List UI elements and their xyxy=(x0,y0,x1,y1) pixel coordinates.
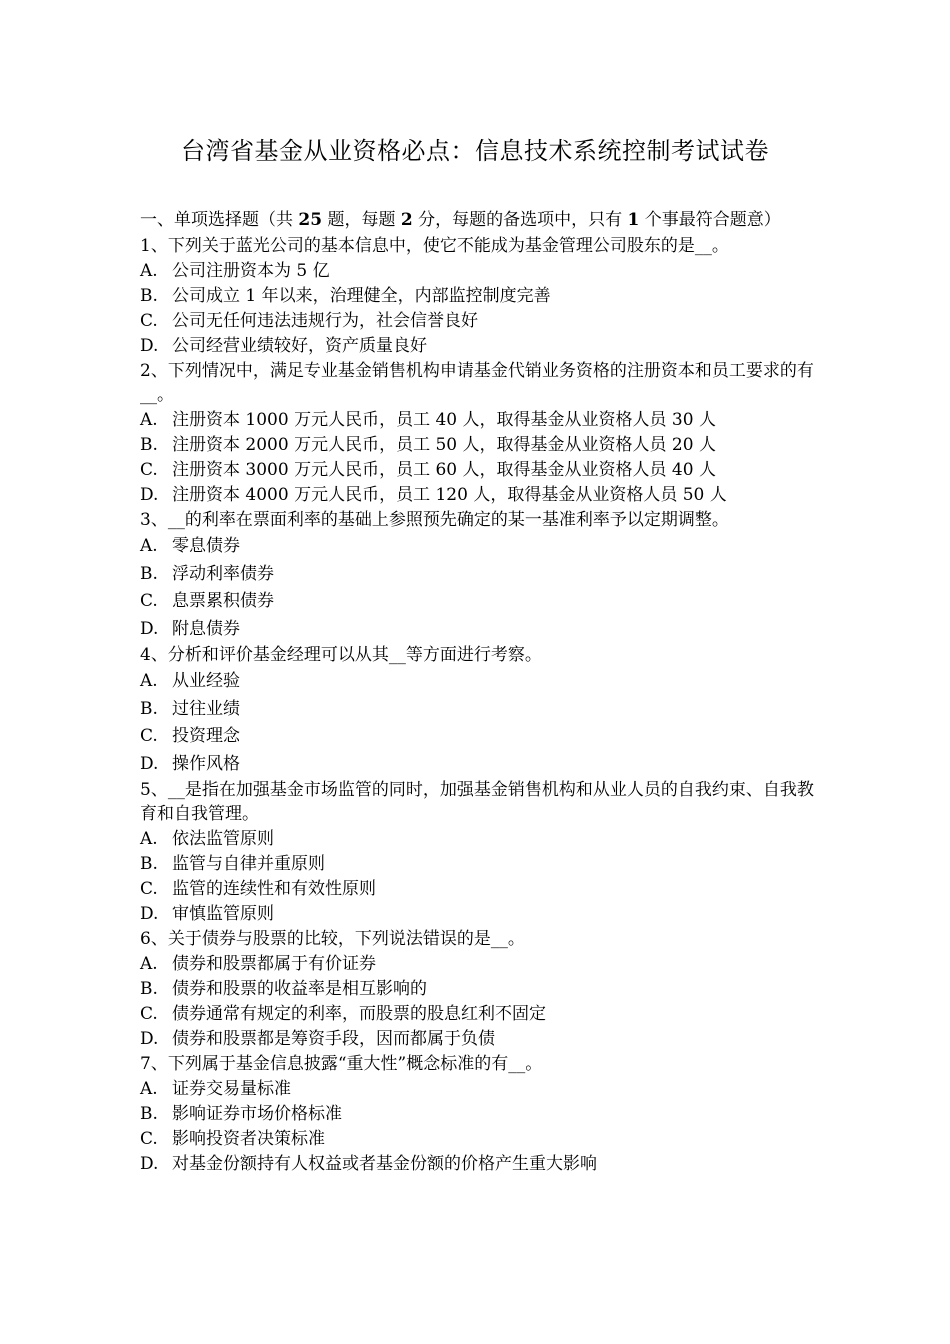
option-text: 证券交易量标准 xyxy=(172,1079,291,1099)
document-body xyxy=(140,208,820,1177)
option-text: 公司注册资本为 5 亿 xyxy=(172,261,330,281)
section-heading-prefix: 一、单项选择题（共 xyxy=(140,210,299,230)
option-b xyxy=(140,696,820,722)
section-heading-mid1: 题，每题 xyxy=(322,210,401,230)
option-a xyxy=(140,827,820,851)
option-letter: A. xyxy=(140,536,158,556)
option-d xyxy=(140,751,820,777)
question-7 xyxy=(140,1052,820,1176)
option-c xyxy=(140,723,820,749)
option-text: 零息债券 xyxy=(172,536,240,556)
option-letter: B. xyxy=(140,563,158,584)
option-d xyxy=(140,334,820,358)
option-letter: A. xyxy=(140,410,158,430)
correct-count: 1 xyxy=(627,210,640,230)
section-heading-suffix: 个事最符合题意） xyxy=(639,210,781,230)
option-text: 债券和股票的收益率是相互影响的 xyxy=(172,979,427,999)
option-text: 从业经验 xyxy=(172,671,240,691)
option-text: 债券通常有规定的利率，而股票的股息红利不固定 xyxy=(172,1004,546,1024)
option-c xyxy=(140,1127,820,1151)
option-letter: A. xyxy=(140,261,158,281)
option-text: 浮动利率债券 xyxy=(172,563,274,584)
option-text: 影响投资者决策标准 xyxy=(172,1129,325,1149)
question-count: 25 xyxy=(298,210,323,230)
option-text: 过往业绩 xyxy=(172,698,240,719)
option-letter: C. xyxy=(140,311,158,331)
option-letter: B. xyxy=(140,979,158,999)
option-b xyxy=(140,852,820,876)
option-c xyxy=(140,1002,820,1026)
option-letter: D. xyxy=(140,336,159,356)
option-text: 公司经营业绩较好，资产质量良好 xyxy=(172,336,427,356)
option-letter: A. xyxy=(140,829,158,849)
option-letter: A. xyxy=(140,954,158,974)
option-letter: C. xyxy=(140,1129,158,1149)
document-title: 台湾省基金从业资格必点：信息技术系统控制考试试卷 xyxy=(181,137,769,165)
option-text: 债券和股票都是筹资手段，因而都属于负债 xyxy=(172,1029,495,1049)
option-text: 监管的连续性和有效性原则 xyxy=(172,879,376,899)
option-b xyxy=(140,1102,820,1126)
option-text: 对基金份额持有人权益或者基金份额的价格产生重大影响 xyxy=(172,1154,597,1174)
option-text: 公司成立 1 年以来，治理健全，内部监控制度完善 xyxy=(172,286,551,306)
option-text: 附息债券 xyxy=(172,618,240,639)
option-letter: C. xyxy=(140,879,158,899)
option-text: 监管与自律并重原则 xyxy=(172,854,325,874)
question-stem: 1、下列关于蓝光公司的基本信息中，使它不能成为基金管理公司股东的是__。 xyxy=(140,236,729,256)
option-letter: D. xyxy=(140,1029,159,1049)
option-text: 公司无任何违法违规行为，社会信誉良好 xyxy=(172,311,478,331)
option-b xyxy=(140,977,820,1001)
option-letter: D. xyxy=(140,485,159,505)
option-text: 依法监管原则 xyxy=(172,829,274,849)
option-b xyxy=(140,284,820,308)
option-letter: D. xyxy=(140,904,159,924)
option-letter: A. xyxy=(140,1079,158,1099)
question-stem: 7、下列属于基金信息披露“重大性”概念标准的有__。 xyxy=(140,1054,543,1074)
question-stem: 6、关于债券与股票的比较，下列说法错误的是__。 xyxy=(140,929,525,949)
option-letter: B. xyxy=(140,435,158,455)
section-heading-mid2: 分，每题的备选项中，只有 xyxy=(412,210,628,230)
option-text: 影响证券市场价格标准 xyxy=(172,1104,342,1124)
option-a xyxy=(140,259,820,283)
option-letter: C. xyxy=(140,1004,158,1024)
option-d xyxy=(140,1027,820,1051)
option-a xyxy=(140,408,820,432)
option-a xyxy=(140,1077,820,1101)
question-2 xyxy=(140,359,820,507)
option-letter: B. xyxy=(140,698,158,719)
option-a xyxy=(140,533,820,559)
option-letter: A. xyxy=(140,671,158,691)
option-c xyxy=(140,877,820,901)
option-letter: B. xyxy=(140,1104,158,1124)
question-1 xyxy=(140,234,820,358)
points-per-question: 2 xyxy=(400,210,413,230)
option-d xyxy=(140,483,820,507)
option-letter: B. xyxy=(140,286,158,306)
option-d xyxy=(140,902,820,926)
option-text: 注册资本 4000 万元人民币，员工 120 人，取得基金从业资格人员 50 人 xyxy=(172,485,727,505)
option-text: 投资理念 xyxy=(172,726,240,746)
section-heading xyxy=(140,208,820,232)
question-stem: 5、__是指在加强基金市场监管的同时，加强基金销售机构和从业人员的自我约束、自我教育和自我管理。 xyxy=(140,780,814,824)
option-letter: C. xyxy=(140,460,158,480)
question-stem: 2、下列情况中，满足专业基金销售机构申请基金代销业务资格的注册资本和员工要求的有__。 xyxy=(140,361,814,405)
option-text: 息票累积债券 xyxy=(172,591,274,611)
option-c xyxy=(140,588,820,614)
option-c xyxy=(140,458,820,482)
option-d xyxy=(140,616,820,642)
option-letter: D. xyxy=(140,618,159,639)
option-text: 注册资本 1000 万元人民币，员工 40 人，取得基金从业资格人员 30 人 xyxy=(172,410,716,430)
option-text: 操作风格 xyxy=(172,753,240,774)
question-stem: 4、分析和评价基金经理可以从其__等方面进行考察。 xyxy=(140,645,542,665)
option-letter: D. xyxy=(140,1154,159,1174)
option-letter: D. xyxy=(140,753,159,774)
option-text: 审慎监管原则 xyxy=(172,904,274,924)
option-text: 债券和股票都属于有价证券 xyxy=(172,954,376,974)
option-b xyxy=(140,561,820,587)
option-b xyxy=(140,433,820,457)
option-letter: C. xyxy=(140,591,158,611)
question-3 xyxy=(140,508,820,642)
option-d xyxy=(140,1152,820,1176)
option-text: 注册资本 3000 万元人民币，员工 60 人，取得基金从业资格人员 40 人 xyxy=(172,460,716,480)
question-4 xyxy=(140,643,820,777)
option-a xyxy=(140,952,820,976)
question-5 xyxy=(140,778,820,926)
option-a xyxy=(140,668,820,694)
option-letter: C. xyxy=(140,726,158,746)
question-6 xyxy=(140,927,820,1051)
option-letter: B. xyxy=(140,854,158,874)
option-text: 注册资本 2000 万元人民币，员工 50 人，取得基金从业资格人员 20 人 xyxy=(172,435,716,455)
option-c xyxy=(140,309,820,333)
question-stem: 3、__的利率在票面利率的基础上参照预先确定的某一基准利率予以定期调整。 xyxy=(140,510,729,530)
